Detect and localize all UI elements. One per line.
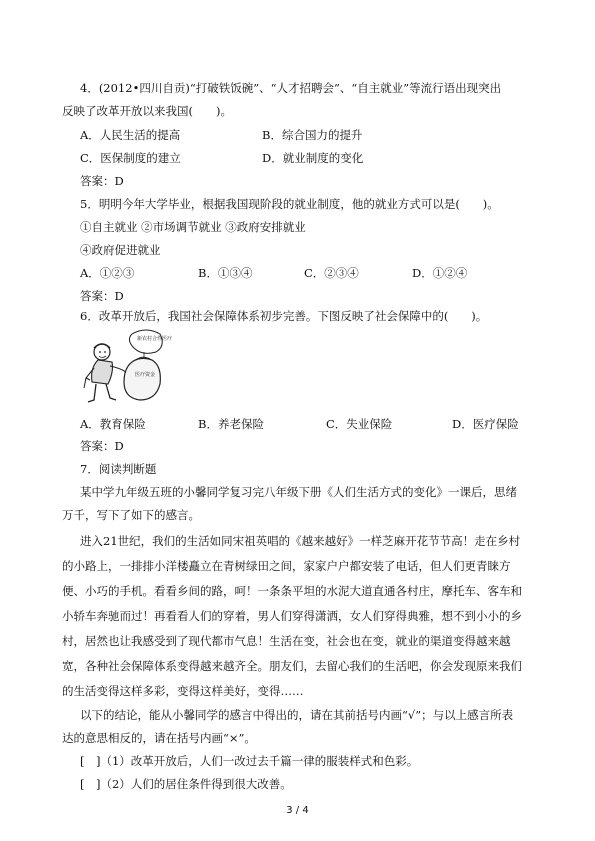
page-number: 3 / 4	[286, 805, 309, 816]
q7-title: 7．阅读判断题	[80, 462, 157, 476]
q4-stem-line2: 反映了改革开放以来我国( )。	[62, 104, 232, 118]
q7-passage-line6: 宽，各种社会保障体系变得越来越齐全。朋友们，去留心我们的生活吧，你会发现原来我们	[62, 659, 522, 673]
q5-option-d: D．①②④	[412, 266, 468, 280]
q4-stem-line1: 4．(2012•四川自贡)“打破铁饭碗”、“人才招聘会”、“自主就业”等流行语出现突出	[80, 81, 502, 95]
q5-choices-line: ①自主就业 ②市场调节就业 ③政府安排就业	[80, 220, 306, 234]
q5-choice-4: ④政府促进就业	[80, 243, 161, 257]
social-security-cartoon	[80, 328, 180, 408]
q7-passage-line3: 便、小巧的手机。看看乡间的路，呵！一条条平坦的水泥大道直通各村庄，摩托车、客车和	[62, 584, 522, 598]
q5-stem-line1: 5．明明今年大学毕业，根据我国现阶段的就业制度，他的就业方式可以是( )。	[80, 197, 499, 211]
q6-option-a: A．教育保险	[80, 417, 146, 431]
q7-instruction-line2: 达的意思相反的，请在括号内画“×”。	[62, 731, 256, 745]
q6-answer: 答案：D	[80, 439, 124, 453]
balloon-label: 新农村合作医疗	[137, 336, 173, 342]
q5-option-c: C．②③④	[304, 266, 359, 280]
q7-intro-line1: 某中学九年级五班的小馨同学复习完八年级下册《人们生活方式的变化》一课后，思绪	[80, 485, 517, 499]
q6-stem-line1: 6．改革开放后，我国社会保障体系初步完善。下图反映了社会保障中的( )。	[80, 309, 488, 323]
q4-option-b: B．综合国力的提升	[262, 128, 363, 142]
q5-option-a: A．①②③	[80, 266, 135, 280]
q7-item-1: [ ]（1）改革开放后，人们一改过去千篇一律的服装样式和色彩。	[80, 754, 419, 768]
q7-passage-line4: 小轿车奔驰而过！再看看人们的穿着，男人们穿得潇洒，女人们穿得典雅，想不到小小的乡	[62, 609, 522, 623]
q7-item-2: [ ]（2）人们的居住条件得到很大改善。	[80, 777, 292, 791]
q6-option-d: D．医疗保险	[452, 417, 519, 431]
q7-passage-line5: 村，居然也让我感受到了现代都市气息！生活在变，社会也在变，就业的渠道变得越来越	[62, 634, 511, 648]
q4-option-a: A．人民生活的提高	[80, 128, 181, 142]
bag-label: 医疗资金	[135, 372, 156, 378]
q7-instruction-line1: 以下的结论，能从小馨同学的感言中得出的，请在其前括号内画“√”；与以上感言所表	[80, 708, 514, 722]
q4-option-c: C．医保制度的建立	[80, 151, 181, 165]
q7-intro-line2: 万千，写下了如下的感言。	[62, 508, 200, 522]
q6-option-c: C．失业保险	[326, 417, 393, 431]
q5-answer: 答案：D	[80, 289, 124, 303]
q5-option-b: B．①③④	[198, 266, 253, 280]
q6-option-b: B．养老保险	[198, 417, 264, 431]
q7-passage-line2: 的小路上，一排排小洋楼矗立在青树绿田之间，家家户户都安装了电话，但人们更青睐方	[62, 559, 511, 573]
q7-passage-line1: 进入21世纪，我们的生活如同宋祖英唱的《越来越好》一样芝麻开花节节高！走在乡村	[80, 534, 521, 548]
q7-passage-line7: 的生活变得这样多彩，变得这样美好，变得……	[62, 684, 304, 698]
q4-option-d: D．就业制度的变化	[262, 151, 364, 165]
q4-answer: 答案：D	[80, 174, 124, 188]
